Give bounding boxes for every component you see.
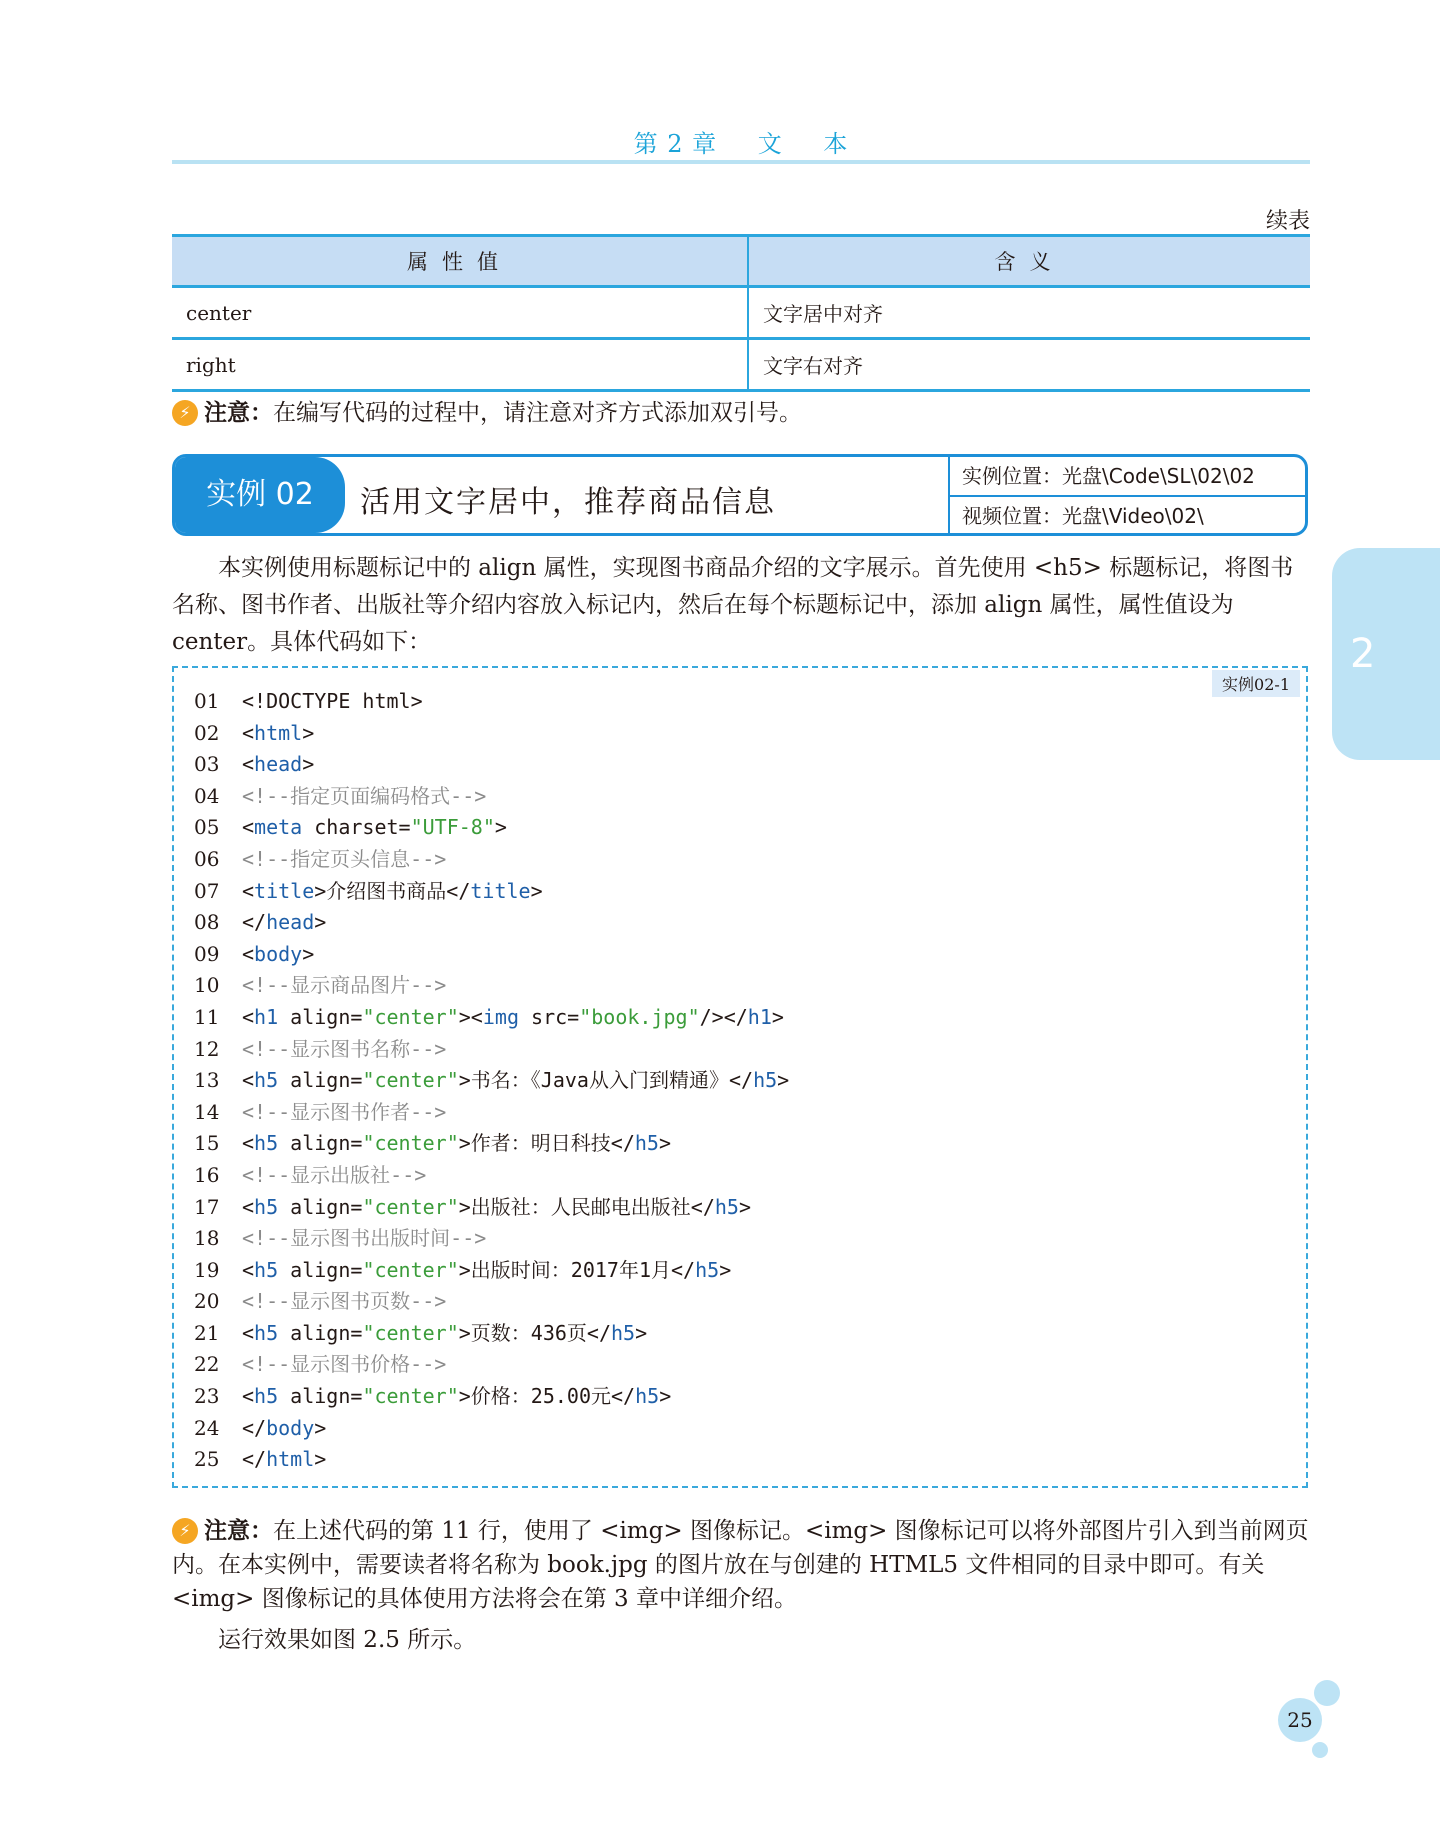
code-line: [194, 1128, 789, 1160]
code-text: </body>: [242, 1415, 327, 1440]
line-number: 03: [194, 752, 220, 777]
page-number: 25: [1278, 1698, 1322, 1742]
code-line: [194, 686, 789, 718]
code-text: <h5 align="center">价格：25.00元</h5>: [242, 1384, 672, 1409]
table-header-row: [172, 236, 1310, 287]
chapter-number: 第 2 章: [633, 130, 718, 158]
code-line: [194, 1097, 789, 1129]
code-text: <h5 align="center">书名：《Java从入门到精通》</h5>: [242, 1068, 790, 1093]
page-number-decoration: [1270, 1676, 1350, 1766]
line-number: 01: [194, 689, 220, 713]
code-line: [194, 939, 789, 971]
line-number: 08: [194, 910, 220, 935]
code-text: <!--指定页面编码格式-->: [242, 783, 487, 808]
code-line: [194, 1349, 789, 1381]
lightning-icon: ⚡: [172, 1518, 198, 1544]
code-text: <!--指定页头信息-->: [242, 846, 447, 871]
table-cell: right: [172, 339, 748, 391]
code-text: <!--显示图书页数-->: [242, 1289, 447, 1314]
line-number: 04: [194, 783, 220, 808]
line-number: 21: [194, 1320, 220, 1345]
code-listing: [172, 666, 1308, 1488]
example-badge: 实例 02: [175, 457, 345, 533]
table-row: [172, 287, 1310, 339]
code-text: <h5 align="center">出版时间：2017年1月</h5>: [242, 1257, 732, 1282]
code-text: <!--显示商品图片-->: [242, 973, 447, 998]
lightning-icon: ⚡: [172, 400, 198, 426]
table-row: [172, 339, 1310, 391]
example-title: 活用文字居中，推荐商品信息: [360, 485, 776, 520]
code-text: <meta charset="UTF-8">: [242, 815, 507, 840]
intro-paragraph: 本实例使用标题标记中的 align 属性，实现图书商品介绍的文字展示。首先使用 <h5> 标题标记，将图书名称、图书作者、出版社等介绍内容放入标记内，然后在每个标题标记中，添加 align 属性，属性值设为 center。具体代码如下：: [172, 555, 1294, 655]
code-line: [194, 876, 789, 908]
line-number: 24: [194, 1415, 220, 1440]
code-line: [194, 907, 789, 939]
example-locations: [948, 457, 1305, 533]
code-text: <head>: [242, 752, 315, 777]
table-cell: 文字右对齐: [748, 339, 1310, 391]
line-number: 06: [194, 846, 220, 871]
code-line: [194, 1381, 789, 1413]
code-text: <!--显示出版社-->: [242, 1162, 427, 1187]
line-number: 16: [194, 1162, 220, 1187]
code-text: <!--显示图书价格-->: [242, 1352, 447, 1377]
code-text: </html>: [242, 1447, 327, 1472]
code-line: [194, 718, 789, 750]
code-text: <html>: [242, 720, 315, 745]
code-line: [194, 1034, 789, 1066]
code-text: <body>: [242, 941, 315, 966]
line-number: 05: [194, 815, 220, 840]
code-text: <title>介绍图书商品</title>: [242, 878, 543, 903]
chapter-title-b: 本: [823, 130, 849, 158]
code-listing-tag: 实例02-1: [1212, 670, 1300, 697]
bubble-decoration: [1314, 1680, 1340, 1706]
video-location: 视频位置：光盘\Video\02\: [962, 504, 1204, 528]
code-line: [194, 1318, 789, 1350]
code-line: [194, 1286, 789, 1318]
note-img-tag: [172, 1514, 1312, 1616]
example-location: 实例位置：光盘\Code\SL\02\02: [950, 457, 1305, 497]
code-lines: [194, 686, 789, 1476]
example-heading: [172, 454, 1308, 536]
line-number: 18: [194, 1226, 220, 1251]
line-number: 07: [194, 878, 220, 903]
line-number: 02: [194, 720, 220, 745]
line-number: 13: [194, 1068, 220, 1093]
code-text: <!--显示图书作者-->: [242, 1099, 447, 1124]
note-label: 注意：: [204, 1518, 273, 1544]
code-text: <!--显示图书出版时间-->: [242, 1226, 487, 1251]
line-number: 14: [194, 1099, 220, 1124]
line-number: 20: [194, 1289, 220, 1314]
header-divider: [172, 160, 1310, 164]
code-text: <h5 align="center">页数：436页</h5>: [242, 1320, 648, 1345]
code-line: [194, 1192, 789, 1224]
line-number: 11: [194, 1004, 220, 1029]
line-number: 23: [194, 1384, 220, 1409]
line-number: 10: [194, 973, 220, 998]
code-line: [194, 781, 789, 813]
column-header-meaning: 含义: [748, 236, 1310, 287]
table-cell: 文字居中对齐: [748, 287, 1310, 339]
code-line: [194, 1413, 789, 1445]
code-line: [194, 749, 789, 781]
chapter-header: [172, 124, 1310, 159]
chapter-side-tab: 2: [1332, 548, 1440, 760]
code-line: [194, 1223, 789, 1255]
code-text: <!DOCTYPE html>: [242, 689, 423, 713]
code-text: <h5 align="center">出版社：人民邮电出版社</h5>: [242, 1194, 752, 1219]
note-text: 在上述代码的第 11 行，使用了 <img> 图像标记。<img> 图像标记可以将外部图片引入到当前网页内。在本实例中，需要读者将名称为 book.jpg 的图片放在与创建的 HTML5 文件相同的目录中即可。有关 <img> 图像标记的具体使用方法将会在第 3 章中详细介绍。: [172, 1518, 1309, 1612]
result-paragraph: 运行效果如图 2.5 所示。: [218, 1627, 477, 1653]
line-number: 17: [194, 1194, 220, 1219]
line-number: 09: [194, 941, 220, 966]
code-line: [194, 812, 789, 844]
code-line: [194, 1160, 789, 1192]
code-text: <h5 align="center">作者：明日科技</h5>: [242, 1131, 672, 1156]
line-number: 15: [194, 1131, 220, 1156]
column-header-value: 属性值: [172, 236, 748, 287]
code-text: <h1 align="center"><img src="book.jpg"/></h1>: [242, 1004, 784, 1029]
table-cell: center: [172, 287, 748, 339]
attribute-table: [172, 234, 1310, 392]
code-line: [194, 970, 789, 1002]
code-line: [194, 1065, 789, 1097]
line-number: 19: [194, 1257, 220, 1282]
code-line: [194, 1002, 789, 1034]
bubble-decoration: [1312, 1742, 1328, 1758]
line-number: 22: [194, 1352, 220, 1377]
continued-label: 续表: [1265, 209, 1310, 234]
note-label: 注意：: [204, 400, 273, 426]
note-text: 在编写代码的过程中，请注意对齐方式添加双引号。: [273, 400, 802, 426]
code-line: [194, 844, 789, 876]
chapter-title-a: 文: [757, 130, 783, 158]
code-text: <!--显示图书名称-->: [242, 1036, 447, 1061]
code-text: </head>: [242, 910, 327, 935]
line-number: 25: [194, 1447, 220, 1472]
code-line: [194, 1255, 789, 1287]
note-alignment: [172, 396, 1312, 430]
line-number: 12: [194, 1036, 220, 1061]
code-line: [194, 1444, 789, 1476]
